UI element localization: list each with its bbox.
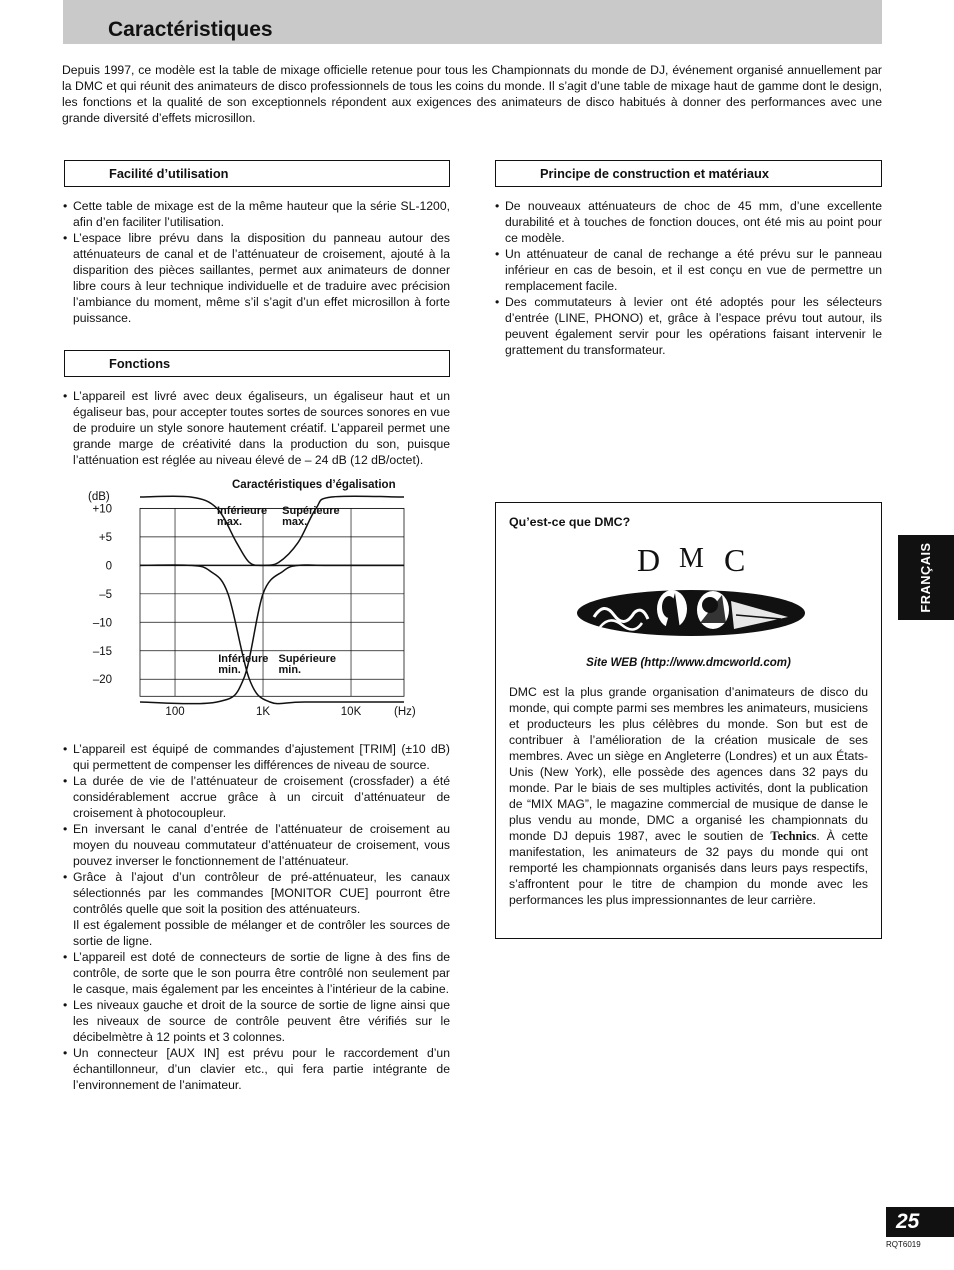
language-tab [898,535,954,620]
list-item: • Un connecteur [AUX IN] est prévu pour le raccordement d’un échantillonneur, d’un clavier etc., qui fera partie intégrante de l’environnement de l’animateur. [63,1045,450,1093]
chart-series-label: max. [217,516,243,529]
chart-y-tick-label: –20 [92,674,112,687]
list-item: • Grâce à l’ajout d’un contrôleur de pré-atténuateur, les canaux sélectionnés par les commandes [MONITOR CUE] pourront être contrôlés quelle que soit la position des atténuateurs. [63,869,450,917]
list-item: • L’appareil est équipé de commandes d’ajustement [TRIM] (±10 dB) qui permettent de compenser les différences de niveau de source. [63,741,450,773]
dmc-info-box [495,502,882,939]
list-item: • L’espace libre prévu dans la disposition du panneau autour des atténuateurs de canal et de l’atténuateur de croisement, ajouté à la disparition des pièces saillantes, permet aux animateurs de donner libre cours à leur technique individuelle et de traduire avec précision l’ambiance du moment, même s’il s’agit d’un effet microsillon à forte puissance. [63,230,450,326]
list-item: • En inversant le canal d’entrée de l’atténuateur de croisement au moyen du nouveau commutateur d’atténuateur de croisement, vous pouvez inverser le fonctionnement de l’atténuateur. [63,821,450,869]
chart-series-label: Inférieure [217,505,268,518]
dmc-logo-letter-c: C [724,542,746,578]
intro-paragraph: Depuis 1997, ce modèle est la table de mixage officielle retenue pour tous les Championnats du monde de DJ, événement organisé annuellement par la DMC et qui réunit des animateurs de disco professionnels de tous les coins du monde. Il s’agit d’une table de mixage haut de gamme dont le design, les fonctions et la qualité de son exceptionnels répondent aux exigences des animateurs de disco habitués à donner des performances avec une grande diversité d’effets microsillon. [62,63,882,125]
section-heading-principe-label: Principe de construction et matériaux [540,166,769,181]
section-heading-fonctions-label: Fonctions [109,356,171,371]
list-item: • Des commutateurs à levier ont été adoptés pour les sélecteurs d’entrée (LINE, PHONO) et, grâce à l’espace prévu tout autour, ils peuvent également servir pour les opérations faisant intervenir le grattement du transformateur. [495,294,882,358]
chart-x-tick-label: 100 [165,706,185,718]
list-item: • Cette table de mixage est de la même hauteur que la série SL-1200, afin d’en faciliter l’utilisation. [63,198,450,230]
chart-x-axis-label: (Hz) [394,706,416,718]
chart-series-label: min. [278,664,302,677]
dmc-logo-letter-d: D [637,542,663,578]
dmc-logo [576,537,806,647]
chart-y-tick-label: +10 [92,503,112,516]
principe-list [495,198,882,358]
list-item: • La durée de vie de l’atténuateur de croisement (crossfader) a été considérablement accrue grâce à un circuit d’atténuateur de croisement à photocoupleur. [63,773,450,821]
chart-series-line [140,565,404,704]
section-heading-facilite [64,160,450,187]
chart-y-tick-label: –5 [99,588,112,601]
list-item-continuation: Il est également possible de mélanger et de contrôler les sources de sortie de ligne. [73,918,450,948]
language-tab-label: FRANÇAIS [918,542,933,613]
dmc-heading: Qu’est-ce que DMC? [509,515,631,529]
section-heading-fonctions [64,350,450,377]
chart-series-label: Supérieure [278,653,336,666]
page-number: 25 [886,1207,954,1237]
list-item: • Les niveaux gauche et droit de la source de sortie de ligne ainsi que les niveaux de source de contrôle peuvent être vérifiés sur le décibelmètre à 12 points et 3 colonnes. [63,997,450,1045]
chart-series-line [140,496,404,565]
chart-series-line [140,565,404,704]
eq-chart [80,472,430,722]
chart-title: Caractéristiques d’égalisation [232,479,396,491]
list-item: • De nouveaux atténuateurs de choc de 45 mm, d’une excellente durabilité et à touches de fonction douces, ont été mis au point pour ce modèle. [495,198,882,246]
section-heading-principe [495,160,882,187]
technics-brand: Technics [770,829,817,843]
section-heading-facilite-label: Facilité d’utilisation [109,166,229,181]
chart-series-label: Supérieure [282,505,340,518]
document-code: RQT6019 [886,1240,921,1249]
chart-y-axis-label: (dB) [88,491,110,503]
chart-y-tick-label: –15 [92,645,112,658]
dmc-website-link[interactable]: Site WEB (http://www.dmcworld.com) [586,657,791,669]
chart-x-tick-label: 10K [340,706,362,718]
chart-y-tick-label: –10 [92,617,112,630]
list-item: • L’appareil est livré avec deux égaliseurs, un égaliseur haut et un égaliseur bas, pour accepter toutes sortes de sources sonores en vue de produire un style sonore hautement créatif. L’appareil permet une grande marge de créativité dans la production du son, puisque l’atténuation est réglée au niveau élevé de – 24 dB (12 dB/octet). [63,388,450,468]
chart-series-label: max. [282,516,308,529]
chart-y-tick-label: +5 [98,531,112,544]
chart-series-label: Inférieure [218,653,269,666]
dmc-text-part-b: . À cette manifestation, les animateurs de 32 pays du monde qui ont remporté les championnats organisés dans leurs pays respectifs, s’affrontent pour le titre de champion du monde avec les performances les plus impressionnantes de leur carrière. [509,829,868,907]
fonctions-list-top [63,388,450,468]
dmc-text-part-a: DMC est la plus grande organisation d’animateurs de disco du monde, qui compte parmi ses membres les animateurs, musiciens et producteurs les plus célèbres du monde. Son but est de contribuer à l’amélioration de la création musicale de ses membres. Avec un siège en Angleterre (Londres) et un aux États-Unis (New York), elle possède des agences dans 32 pays du monde. Par le biais de ses multiples activités, dont la publication de “MIX MAG”, le magazine commercial de musique de danse le plus vendu au monde, DMC a organisé les championnats du monde DJ depuis 1987, avec le soutien de [509,685,868,843]
facilite-list [63,198,450,326]
chart-y-tick-label: 0 [105,560,112,573]
chart-series-label: min. [218,664,241,677]
list-item: • Un atténuateur de canal de rechange a été prévu sur le panneau inférieur en cas de besoin, et il est conçu en vue de permettre un remplacement facile. [495,246,882,294]
dmc-description [509,684,868,908]
page-title: Caractéristiques [108,18,273,41]
list-item: • L’appareil est doté de connecteurs de sortie de ligne à des fins de contrôle, de sorte que le son pourra être contrôlé non seulement par le casque, mais également par les enceintes à l’intérieur de la cabine. [63,949,450,997]
chart-series-line [140,496,404,565]
dmc-logo-letter-m: M [679,543,704,574]
fonctions-list [63,741,450,1093]
chart-x-tick-label: 1K [255,706,271,718]
